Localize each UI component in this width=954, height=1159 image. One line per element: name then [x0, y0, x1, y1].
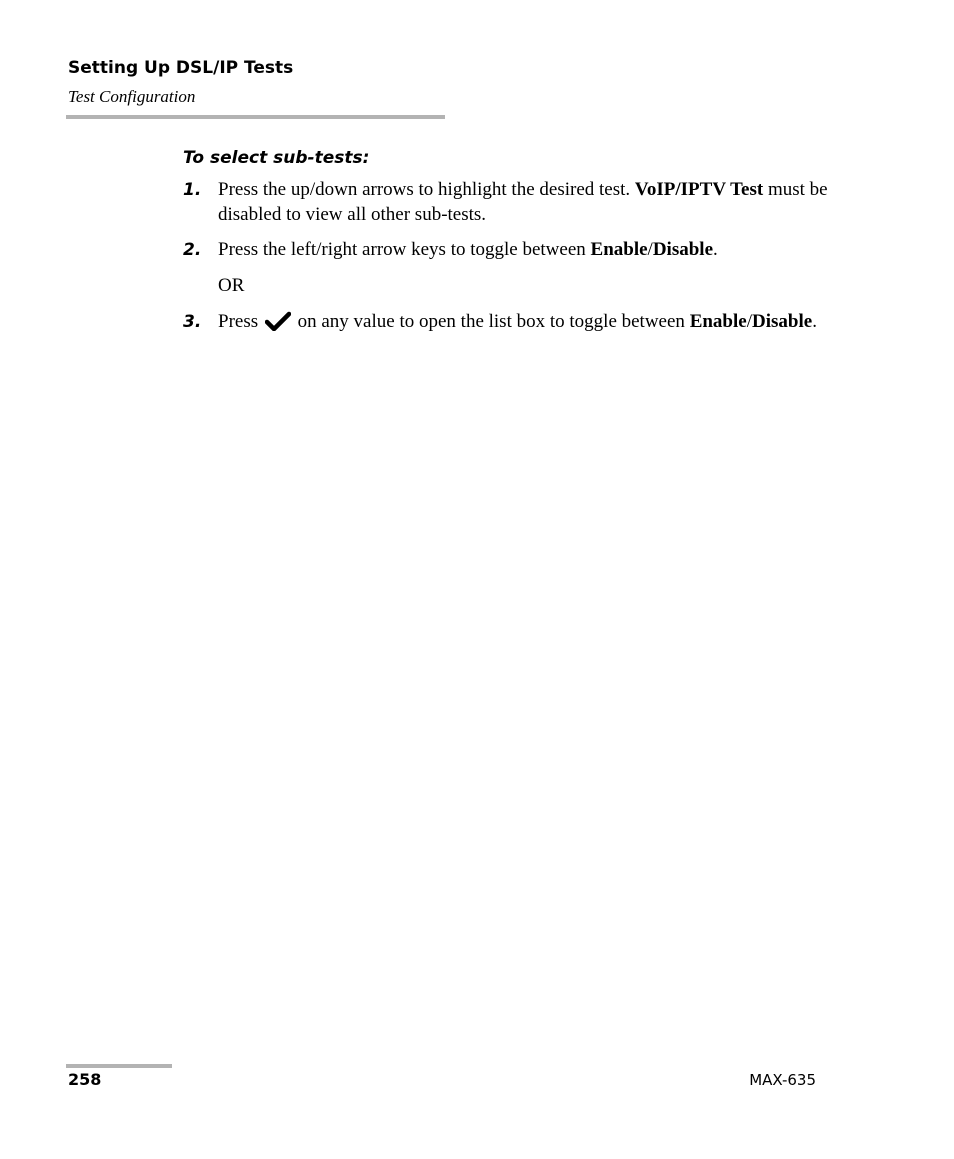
step-text-end: .: [812, 311, 817, 332]
step-separator: /: [746, 311, 752, 332]
step-text-part: must be disabled to view all other sub-tests.: [218, 179, 828, 225]
step-text-part: Press: [218, 311, 263, 332]
alternative-or: OR: [218, 275, 245, 296]
step-text-part: Press the up/down arrows to highlight the desired test.: [218, 179, 635, 200]
step-number: 3.: [183, 312, 202, 332]
step-text: [218, 237, 838, 262]
step-text-part: Press the left/right arrow keys to toggle between: [218, 239, 591, 260]
step-bold-term: Disable: [752, 311, 813, 332]
step-separator: /: [647, 239, 653, 260]
step-bold-term: VoIP/IPTV Test: [634, 179, 764, 200]
footer-divider: [66, 1064, 172, 1068]
step-bold-term: Disable: [652, 239, 714, 260]
checkmark-icon: [265, 311, 291, 338]
product-name: MAX-635: [749, 1071, 816, 1089]
step-text: [218, 177, 838, 227]
section-subtitle: Test Configuration: [68, 87, 196, 106]
step-number: 2.: [183, 240, 202, 260]
step-text-end: .: [713, 239, 718, 260]
chapter-title: Setting Up DSL/IP Tests: [68, 58, 294, 78]
step-bold-term: Enable: [590, 239, 648, 260]
step-bold-term: Enable: [689, 311, 747, 332]
procedure-heading: To select sub-tests:: [183, 148, 370, 168]
step-text: [218, 309, 838, 338]
step-number: 1.: [183, 180, 202, 200]
step-text-part: on any value to open the list box to toggle between: [292, 311, 690, 332]
page-number: 258: [68, 1070, 102, 1089]
header-divider: [66, 115, 445, 119]
